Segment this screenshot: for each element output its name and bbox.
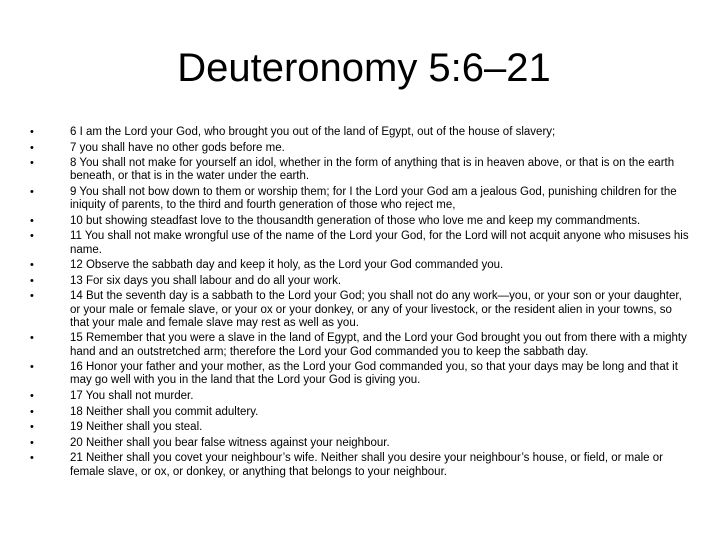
bullet-icon: • — [30, 290, 34, 303]
verse-text: 7 you shall have no other gods before me. — [70, 141, 285, 154]
list-item — [30, 230, 690, 256]
list-item — [30, 437, 690, 450]
bullet-icon: • — [30, 274, 34, 287]
bullet-icon: • — [30, 332, 34, 345]
verse-text: 6 I am the Lord your God, who brought you out of the land of Egypt, out of the house of slavery; — [70, 126, 556, 138]
list-item — [30, 390, 690, 403]
bullet-icon: • — [30, 230, 34, 243]
bullet-icon: • — [30, 141, 34, 154]
list-item — [30, 275, 690, 288]
list-item — [30, 259, 690, 272]
verse-text: 21 Neither shall you covet your neighbour’s wife. Neither shall you desire your neighbour’s house, or field, or male or female slave, or ox, or donkey, or anything that belongs to your neighbour. — [70, 452, 664, 478]
bullet-icon: • — [30, 389, 34, 402]
list-item — [30, 215, 690, 228]
verse-text: 19 Neither shall you steal. — [70, 421, 203, 434]
bullet-icon: • — [30, 452, 34, 465]
bullet-icon: • — [30, 259, 34, 272]
verse-text: 14 But the seventh day is a sabbath to the Lord your God; you shall not do any work—you, or your son or your daughter, or your male or female slave, or your ox or your donkey, or any of your livestock, or the resident alien in your towns, so that your male and female slave may rest as well as you. — [70, 290, 682, 329]
bullet-icon: • — [30, 421, 34, 434]
verse-list — [30, 126, 690, 481]
verse-text: 11 You shall not make wrongful use of the name of the Lord your God, for the Lord will not acquit anyone who misuses his name. — [70, 230, 689, 256]
list-item — [30, 142, 690, 155]
verse-text: 20 Neither shall you bear false witness against your neighbour. — [70, 436, 390, 449]
verse-text: 9 You shall not bow down to them or worship them; for I the Lord your God am a jealous God, punishing children for the iniquity of parents, to the third and fourth generation of those who reject me, — [70, 185, 677, 212]
verse-text: 16 Honor your father and your mother, as the Lord your God commanded you, so that your days may be long and that it may go well with you in the land that the Lord your God is giving you. — [70, 361, 678, 387]
verse-text: 17 You shall not murder. — [70, 389, 194, 402]
verse-text: 10 but showing steadfast love to the thousandth generation of those who love me and keep my commandments. — [70, 214, 641, 227]
list-item — [30, 157, 690, 183]
list-item — [30, 186, 690, 212]
list-item — [30, 126, 690, 139]
verse-text: 8 You shall not make for yourself an idol, whether in the form of anything that is in heaven above, or that is on the earth beneath, or that is in the water under the earth. — [70, 157, 675, 183]
list-item — [30, 406, 690, 419]
list-item — [30, 452, 690, 478]
bullet-icon: • — [30, 436, 34, 449]
bullet-icon: • — [30, 185, 34, 198]
verse-text: 13 For six days you shall labour and do all your work. — [70, 274, 342, 287]
bullet-icon: • — [30, 126, 34, 138]
list-item — [30, 290, 690, 330]
verse-text: 12 Observe the sabbath day and keep it holy, as the Lord your God commanded you. — [70, 259, 504, 272]
verse-text: 15 Remember that you were a slave in the land of Egypt, and the Lord your God brought you out from there with a mighty hand and an outstretched arm; therefore the Lord your God commanded you to keep the sabbath day. — [70, 332, 687, 358]
list-item — [30, 421, 690, 434]
verse-text: 18 Neither shall you commit adultery. — [70, 405, 259, 418]
list-item — [30, 361, 690, 387]
bullet-icon: • — [30, 405, 34, 418]
list-item — [30, 332, 690, 358]
slide-title: Deuteronomy 5:6–21 — [177, 46, 551, 90]
bullet-icon: • — [30, 214, 34, 227]
bullet-icon: • — [30, 361, 34, 374]
bullet-icon: • — [30, 157, 34, 170]
